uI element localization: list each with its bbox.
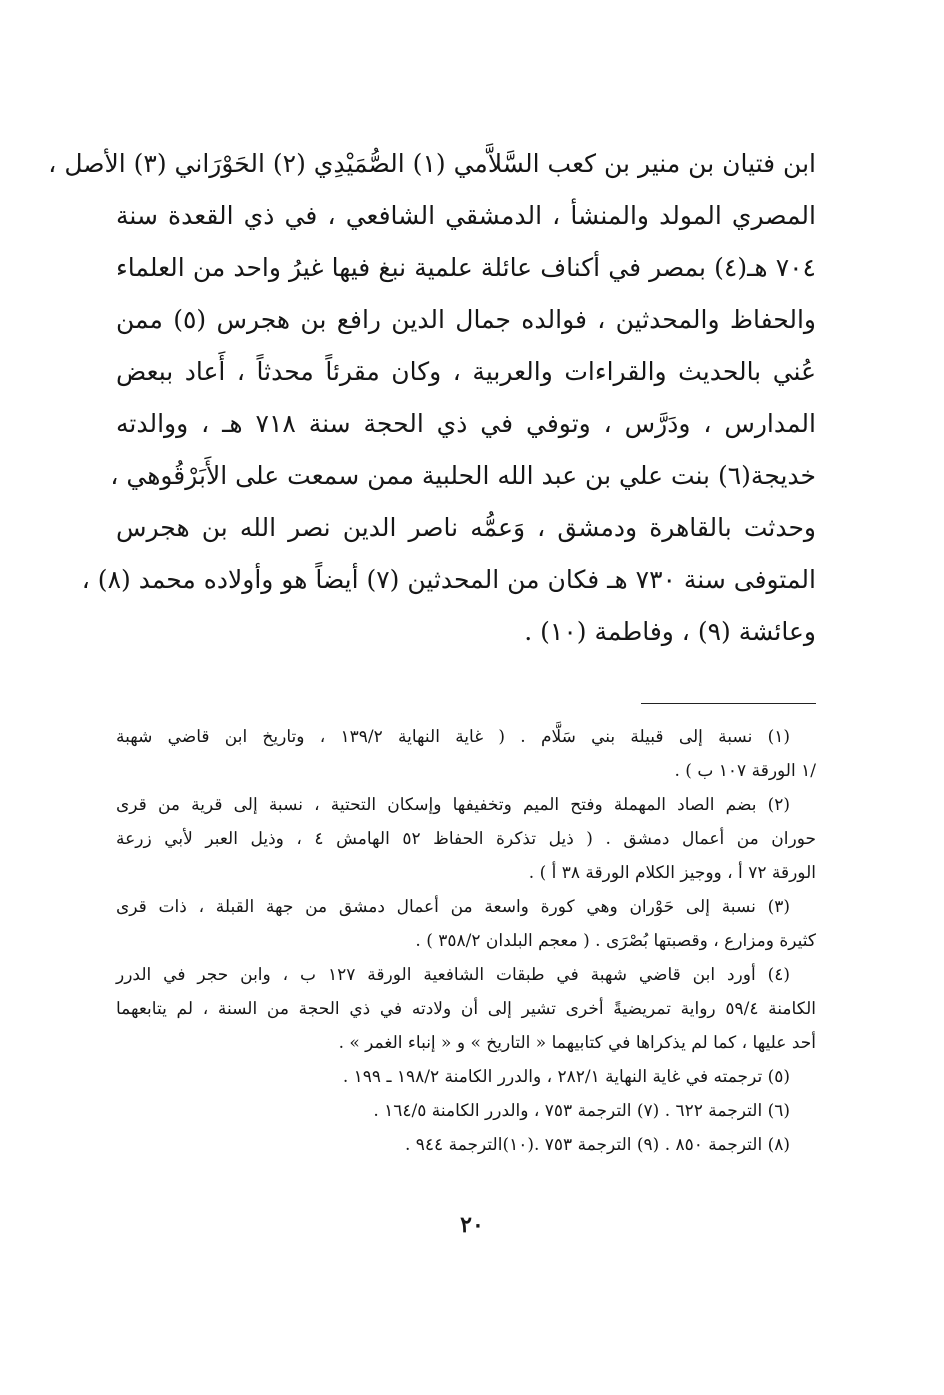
footnote-line: حوران من أعمال دمشق . ( ذيل تذكرة الحفاظ ٥٢ الهامش ٤ ، وذيل العبر لأبي زرعة bbox=[116, 829, 816, 849]
footnote-line: (٣) نسبة إلى حَوْران وهي كورة واسعة من أعمال دمشق من جهة القبلة ، ذات قرى bbox=[116, 897, 790, 917]
footnote-8-10 bbox=[116, 1128, 816, 1162]
footnote-line: (٨) الترجمة ٨٥٠ . (٩) الترجمة ٧٥٣ .(١٠)الترجمة ٩٤٤ . bbox=[404, 1135, 790, 1155]
footnote-line: الورقة ٧٢ أ ، ووجيز الكلام الورقة ٣٨ أ ) . bbox=[528, 863, 816, 883]
footnote-line: (١) نسبة إلى قبيلة بني سَلَّام . ( غاية النهاية ١٣٩/٢ ، وتاريخ ابن قاضي شهبة bbox=[116, 727, 790, 747]
page-number: ٢٠ bbox=[460, 1212, 484, 1238]
footnote-line: كثيرة ومزارع ، وقصبتها بُصْرَى . ( معجم البلدان ٣٥٨/٢ ) . bbox=[415, 931, 816, 951]
body-line-10: وعائشة (٩) ، وفاطمة (١٠) . bbox=[524, 617, 816, 646]
footnote-2 bbox=[116, 788, 816, 890]
footnote-5 bbox=[116, 1060, 816, 1094]
footnote-line: الكامنة ٥٩/٤ رواية تمريضيةً أخرى تشير إلى أن ولادته في ذي الحجة من السنة ، لم يتابعهما bbox=[116, 999, 817, 1019]
footnote-4 bbox=[116, 958, 816, 1060]
footnote-line: (٦) الترجمة ٦٢٢ . (٧) الترجمة ٧٥٣ ، والدرر الكامنة ١٦٤/٥ . bbox=[373, 1101, 790, 1121]
body-line-1: ابن فتيان بن منير بن كعب السَّلاَّمي (١) الصُّمَيْدِي (٢) الحَوْرَاني (٣) الأصل ، bbox=[48, 149, 816, 178]
footnote-6-7 bbox=[116, 1094, 816, 1128]
footnote-3 bbox=[116, 890, 816, 958]
footnote-1 bbox=[116, 720, 816, 788]
main-text-block bbox=[48, 138, 817, 658]
footnotes-block bbox=[116, 720, 816, 1162]
footnote-line: /١ الورقة ١٠٧ ب ) . bbox=[674, 761, 816, 781]
body-line-4: والحفاظ والمحدثين ، فوالده جمال الدين رافع بن هجرس (٥) ممن bbox=[116, 305, 817, 334]
body-line-5: عُني بالحديث والقراءات والعربية ، وكان مقرئاً محدثاً ، أَعاد ببعض bbox=[116, 357, 816, 386]
body-line-2: المصري المولد والمنشأ ، الدمشقي الشافعي ، في ذي القعدة سنة bbox=[116, 201, 816, 230]
footnote-line: (٥) ترجمته في غاية النهاية ٢٨٢/١ ، والدرر الكامنة ١٩٨/٢ ـ ١٩٩ . bbox=[342, 1067, 790, 1087]
footnote-line: (٤) أورد ابن قاضي شهبة في طبقات الشافعية الورقة ١٢٧ ب ، وابن حجر في الدرر bbox=[116, 965, 791, 985]
body-line-7: خديجة(٦) بنت علي بن عبد الله الحلبية ممن سمعت على الأَبَرْقُوهي ، bbox=[110, 461, 816, 490]
footnote-divider bbox=[641, 703, 816, 704]
body-line-9: المتوفى سنة ٧٣٠ هـ فكان من المحدثين (٧) أيضاً هو وأولاده محمد (٨) ، bbox=[81, 565, 816, 594]
body-line-6: المدارس ، ودَرَّس ، وتوفي في ذي الحجة سنة ٧١٨ هـ ، ووالدته bbox=[116, 409, 816, 438]
footnote-line: (٢) بضم الصاد المهملة وفتح الميم وتخفيفها وإسكان التحتية ، نسبة إلى قرية من قرى bbox=[116, 795, 791, 815]
body-line-8: وحدثت بالقاهرة ودمشق ، وَعمُّه ناصر الدين نصر الله بن هجرس bbox=[116, 513, 816, 542]
body-line-3: ٧٠٤ هـ(٤) بمصر في أكناف عائلة علمية نبغ فيها غيرُ واحد من العلماء bbox=[116, 253, 816, 282]
footnote-line: أحد عليها ، كما لم يذكراها في كتابيهما « التاريخ » و « إنباء الغمر » . bbox=[338, 1033, 816, 1053]
